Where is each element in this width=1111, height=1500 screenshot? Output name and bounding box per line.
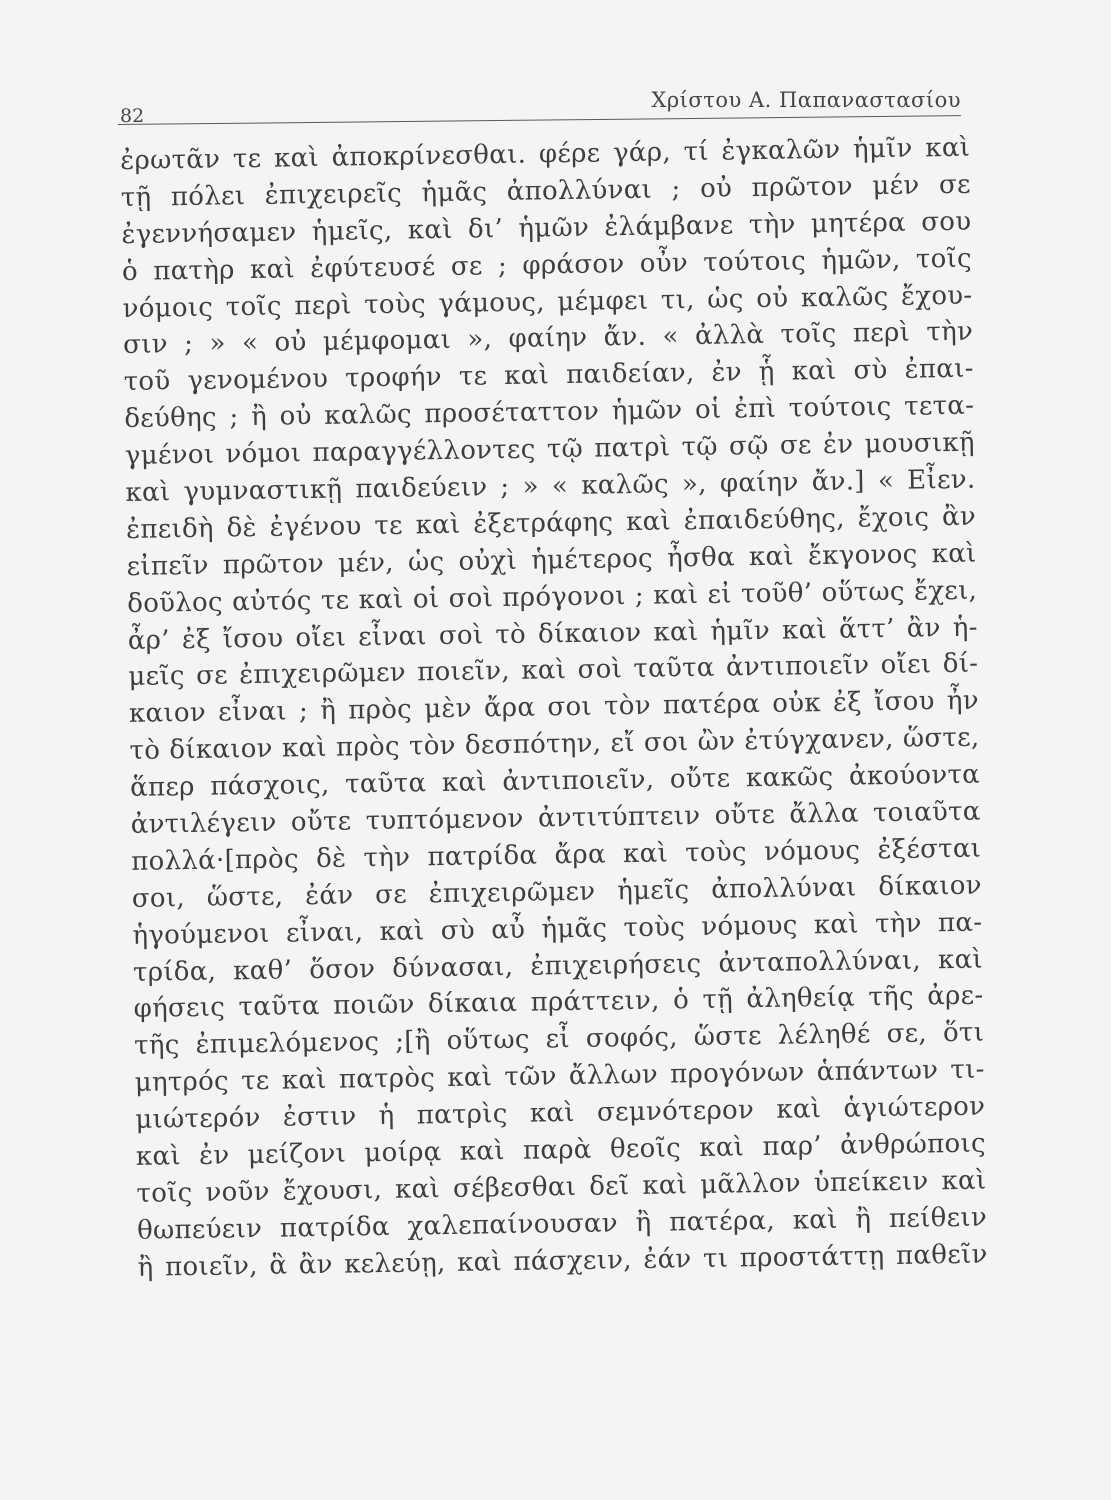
- text-line: τῆς ἐπιμελόμενος ;[ἢ οὕτως εἶ σοφός, ὥστε λέληθέ σε, ὅτι: [133, 1017, 985, 1062]
- text-line: τῇ πόλει ἐπιχειρεῖς ἡμᾶς ἀπολλύναι ; οὐ πρῶτον μέν σε: [120, 169, 971, 213]
- text-line: ὁ πατὴρ καὶ ἐφύτευσέ σε ; φράσον οὖν τούτοις ἡμῶν, τοῖς: [121, 243, 973, 287]
- text-line: καὶ ἐν μείζονι μοίρᾳ καὶ παρὰ θεοῖς καὶ παρ’ ἀνθρώποις: [135, 1128, 987, 1172]
- page-number: 82: [120, 105, 145, 127]
- text-line: καὶ γυμναστικῇ παιδεύειν ; » « καλῶς », φαίην ἄν.] « Εἶεν.: [125, 464, 976, 508]
- text-line: θωπεύειν πατρίδα χαλεπαίνουσαν ἢ πατέρα, καὶ ἢ πείθειν: [136, 1202, 988, 1246]
- text-line: φήσεις ταῦτα ποιῶν δίκαια πράττειν, ὁ τῇ ἀληθείᾳ τῆς ἀρε-: [133, 981, 984, 1025]
- text-line: τὸ δίκαιον καὶ πρὸς τὸν δεσπότην, εἴ σοι ὢν ἐτύγχανεν, ὥστε,: [129, 722, 980, 767]
- text-line: ἢ ποιεῖν, ἃ ἂν κελεύῃ, καὶ πάσχειν, ἐάν τι προστάττῃ παθεῖν: [137, 1239, 988, 1283]
- text-line: ἐγεννήσαμεν ἡμεῖς, καὶ δι’ ἡμῶν ἐλάμβανε τὴν μητέρα σου: [121, 206, 972, 250]
- text-line: σιν ; » « οὐ μέμφομαι », φαίην ἄν. « ἀλλὰ τοῖς περὶ τὴν: [122, 317, 974, 361]
- running-head: Χρίστου Α. Παπαναστασίου: [651, 88, 961, 112]
- text-line: τρίδα, καθ’ ὅσον δύνασαι, ἐπιχειρήσεις ἀνταπολλύναι, καὶ: [132, 944, 984, 988]
- header-rule: [118, 115, 961, 125]
- text-line: εἰπεῖν πρῶτον μέν, ὡς οὐχὶ ἡμέτερος ἦσθα καὶ ἔκγονος καὶ: [126, 538, 977, 582]
- text-line: ἅπερ πάσχοις, ταῦτα καὶ ἀντιποιεῖν, οὔτε κακῶς ἀκούοντα: [129, 759, 981, 804]
- text-line: γμένοι νόμοι παραγγέλλοντες τῷ πατρὶ τῷ σῷ σε ἐν μουσικῇ: [124, 427, 976, 472]
- text-line: ἐρωτᾶν τε καὶ ἀποκρίνεσθαι. φέρε γάρ, τί ἐγκαλῶν ἡμῖν καὶ: [120, 132, 971, 176]
- text-line: ἆρ’ ἐξ ἴσου οἴει εἶναι σοὶ τὸ δίκαιον καὶ ἡμῖν καὶ ἅττ’ ἂν ἡ-: [127, 612, 978, 656]
- text-line: ἀντιλέγειν οὔτε τυπτόμενον ἀντιτύπτειν οὔτε ἄλλα τοιαῦτα: [130, 796, 981, 840]
- text-line: ἡγούμενοι εἶναι, καὶ σὺ αὖ ἡμᾶς τοὺς νόμους καὶ τὴν πα-: [132, 907, 983, 951]
- text-line: μητρός τε καὶ πατρὸς καὶ τῶν ἄλλων προγόνων ἁπάντων τι-: [134, 1054, 985, 1099]
- main-text: [120, 130, 990, 1433]
- text-line: ἐπειδὴ δὲ ἐγένου τε καὶ ἐξετράφης καὶ ἐπαιδεύθης, ἔχοις ἂν: [125, 501, 977, 545]
- text-line: τοῦ γενομένου τροφήν τε καὶ παιδείαν, ἐν ᾗ καὶ σὺ ἐπαι-: [123, 353, 974, 398]
- text-line: καιον εἶναι ; ἢ πρὸς μὲν ἄρα σοι τὸν πατέρα οὐκ ἐξ ἴσου ἦν: [128, 685, 980, 730]
- text-line: τοῖς νοῦν ἔχουσι, καὶ σέβεσθαι δεῖ καὶ μᾶλλον ὑπείκειν καὶ: [136, 1165, 987, 1209]
- text-line: μεῖς σε ἐπιχειρῶμεν ποιεῖν, καὶ σοὶ ταῦτα ἀντιποιεῖν οἴει δί-: [128, 649, 979, 693]
- text-line: δεύθης ; ἢ οὐ καλῶς προσέταττον ἡμῶν οἱ ἐπὶ τούτοις τετα-: [124, 390, 975, 435]
- text-line: σοι, ὥστε, ἐάν σε ἐπιχειρῶμεν ἡμεῖς ἀπολλύναι δίκαιον: [131, 870, 983, 914]
- text-line: δοῦλος αὐτός τε καὶ οἱ σοὶ πρόγονοι ; καὶ εἰ τοῦθ’ οὕτως ἔχει,: [127, 575, 978, 619]
- text-line: μιώτερόν ἐστιν ἡ πατρὶς καὶ σεμνότερον καὶ ἁγιώτερον: [135, 1091, 986, 1136]
- text-line: νόμοις τοῖς περὶ τοὺς γάμους, μέμφει τι, ὡς οὐ καλῶς ἔχου-: [122, 280, 973, 324]
- text-line: πολλά·[πρὸς δὲ τὴν πατρίδα ἄρα καὶ τοὺς νόμους ἐξέσται: [131, 833, 982, 877]
